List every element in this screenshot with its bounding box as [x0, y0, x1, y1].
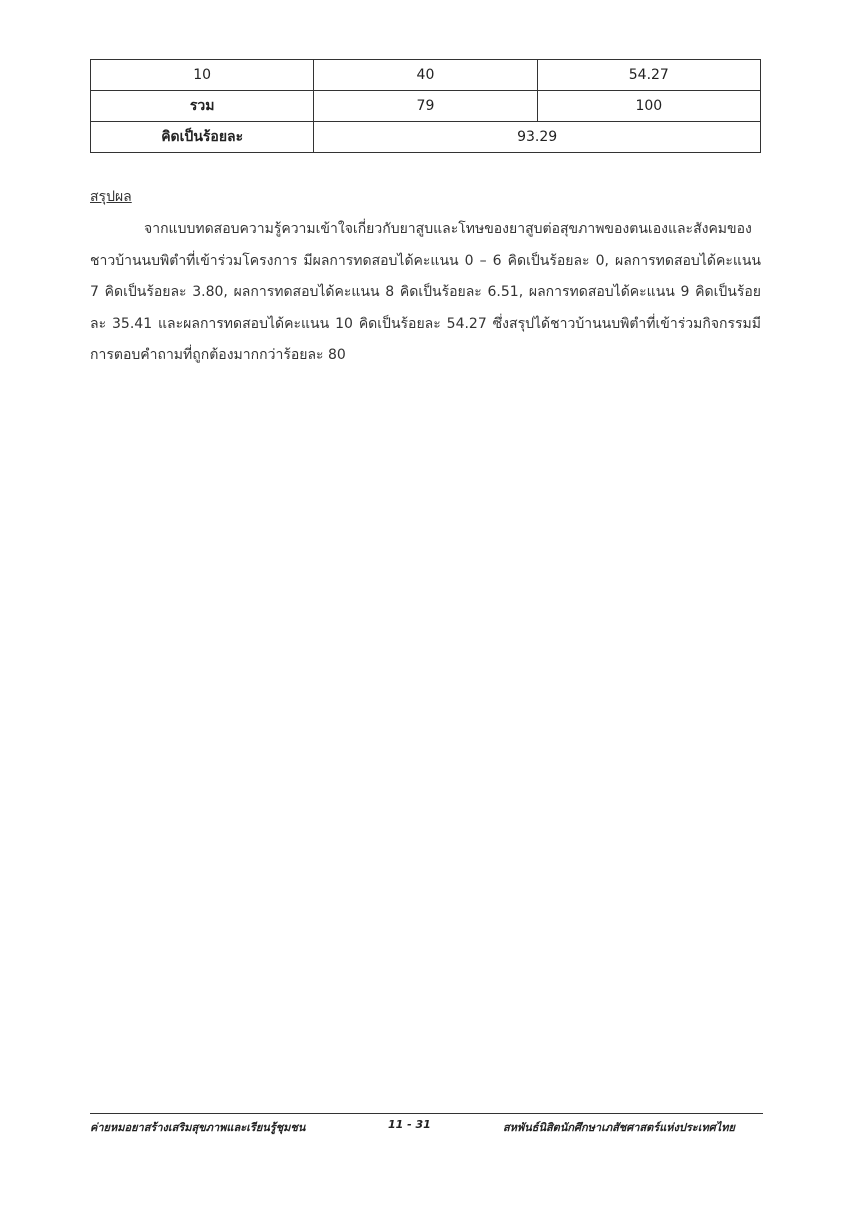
total-label: รวม: [91, 91, 314, 122]
percent-label: คิดเป็นร้อยละ: [91, 122, 314, 153]
summary-body: จากแบบทดสอบความรู้ความเข้าใจเกี่ยวกับยาสูบและโทษของยาสูบต่อสุขภาพของตนเองและสังคมของชาวบ้านนบพิตำที่เข้าร่วมโครงการ มีผลการทดสอบได้คะแนน 0 – 6 คิดเป็นร้อยละ 0, ผลการทดสอบได้คะแนน 7 คิดเป็นร้อยละ 3.80, ผลการทดสอบได้คะแนน 8 คิดเป็นร้อยละ 6.51, ผลการทดสอบได้คะแนน 9 คิดเป็นร้อยละ 35.41 และผลการทดสอบได้คะแนน 10 คิดเป็นร้อยละ 54.27 ซึ่งสรุปได้ชาวบ้านนบพิตำที่เข้าร่วมกิจกรรมมีการตอบคำถามที่ถูกต้องมากกว่าร้อยละ 80: [90, 221, 761, 363]
table-cell: 79: [314, 91, 537, 122]
page-number: 11 - 31: [388, 1118, 431, 1131]
footer-divider: [90, 1113, 763, 1114]
summary-heading: สรุปผล: [90, 189, 132, 205]
table-row-percent: [91, 122, 761, 153]
table-row-total: [91, 91, 761, 122]
score-table: [90, 59, 761, 153]
table-cell: 10: [91, 60, 314, 91]
summary-paragraph: [90, 214, 761, 372]
table-cell: 40: [314, 60, 537, 91]
table-cell: 100: [537, 91, 760, 122]
percent-value: 93.29: [314, 122, 761, 153]
footer-organization: สหพันธ์นิสิตนักศึกษาเภสัชศาสตร์แห่งประเทศไทย: [503, 1121, 735, 1134]
table-cell: 54.27: [537, 60, 760, 91]
table-row: [91, 60, 761, 91]
footer-project-name: ค่ายหมอยาสร้างเสริมสุขภาพและเรียนรู้ชุมชน: [90, 1121, 306, 1134]
